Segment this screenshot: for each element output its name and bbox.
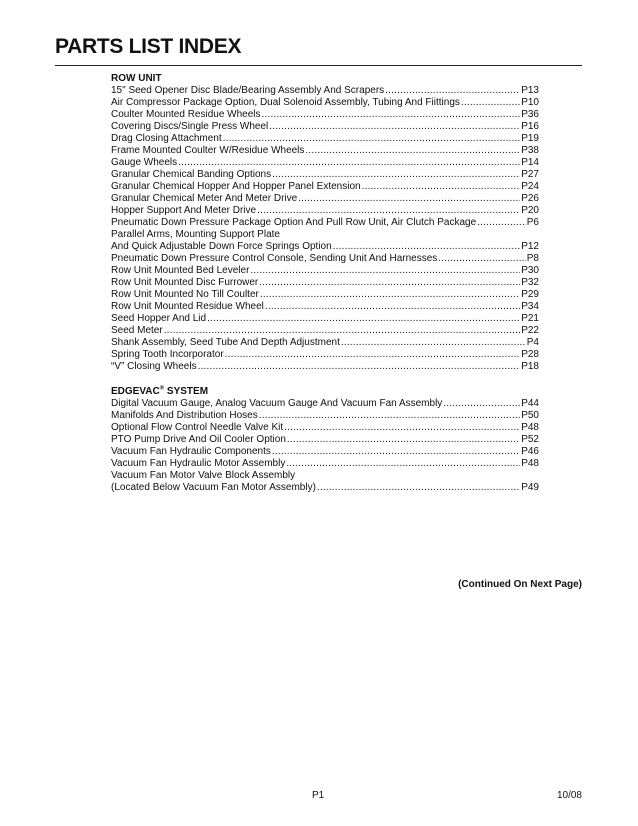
- dot-leader: [272, 446, 520, 458]
- index-entry: [111, 470, 539, 482]
- entry-page-ref: P38: [521, 145, 539, 156]
- dot-leader: [223, 133, 521, 145]
- entry-page-ref: P16: [521, 121, 539, 132]
- entry-page-ref: P29: [521, 289, 539, 300]
- index-entry: [111, 97, 539, 109]
- dot-leader: [260, 289, 520, 301]
- index-entry: [111, 325, 539, 337]
- index-entry: [111, 205, 539, 217]
- dot-leader: [257, 205, 520, 217]
- dot-leader: [317, 482, 520, 494]
- index-entry: [111, 169, 539, 181]
- index-entry: [111, 349, 539, 361]
- entry-title: Granular Chemical Meter And Meter Drive: [111, 193, 298, 204]
- dot-leader: [272, 169, 520, 181]
- entry-page-ref: P12: [521, 241, 539, 252]
- index-entry: [111, 410, 539, 422]
- index-entry: [111, 446, 539, 458]
- dot-leader: [287, 434, 520, 446]
- entry-page-ref: P21: [521, 313, 539, 324]
- entry-title: Shank Assembly, Seed Tube And Depth Adjustment: [111, 337, 340, 348]
- index-entry: [111, 253, 539, 265]
- entry-title: Spring Tooth Incorporator: [111, 349, 224, 360]
- index-entry: [111, 181, 539, 193]
- page-title: PARTS LIST INDEX: [55, 35, 242, 58]
- index-entry: [111, 301, 539, 313]
- index-entry: [111, 85, 539, 97]
- dot-leader: [265, 301, 520, 313]
- entry-page-ref: P46: [521, 446, 539, 457]
- dot-leader: [443, 398, 520, 410]
- entry-page-ref: P44: [521, 398, 539, 409]
- index-entry: [111, 121, 539, 133]
- entry-title: Coulter Mounted Residue Wheels: [111, 109, 261, 120]
- parts-index: [111, 73, 539, 494]
- index-entry: [111, 422, 539, 434]
- section-heading: [111, 73, 539, 85]
- entry-title: 15" Seed Opener Disc Blade/Bearing Assembly And Scrapers: [111, 85, 385, 96]
- page-date: 10/08: [556, 790, 582, 801]
- section-row-unit: [111, 73, 539, 373]
- entry-title: (Located Below Vacuum Fan Motor Assembly): [111, 482, 316, 493]
- entry-page-ref: P6: [526, 217, 539, 228]
- dot-leader: [250, 265, 520, 277]
- dot-leader: [305, 145, 520, 157]
- entry-title: Row Unit Mounted Bed Leveler: [111, 265, 250, 276]
- dot-leader: [341, 337, 526, 349]
- index-entry: [111, 277, 539, 289]
- entry-page-ref: P14: [521, 157, 539, 168]
- entry-list: [111, 398, 539, 494]
- section-edgevac-system: [111, 386, 539, 494]
- entry-page-ref: P48: [521, 458, 539, 469]
- index-entry: [111, 229, 539, 241]
- entry-page-ref: P28: [521, 349, 539, 360]
- index-entry: [111, 458, 539, 470]
- entry-title: Air Compressor Package Option, Dual Solenoid Assembly, Tubing And Fiittings: [111, 97, 460, 108]
- dot-leader: [286, 458, 520, 470]
- entry-title: Optional Flow Control Needle Valve Kit: [111, 422, 284, 433]
- index-entry: [111, 289, 539, 301]
- entry-title: Drag Closing Attachment: [111, 133, 222, 144]
- dot-leader: [178, 157, 520, 169]
- entry-title: Vacuum Fan Motor Valve Block Assembly: [111, 470, 296, 481]
- index-entry: [111, 313, 539, 325]
- entry-page-ref: P30: [521, 265, 539, 276]
- entry-page-ref: P34: [521, 301, 539, 312]
- index-entry: [111, 434, 539, 446]
- entry-page-ref: P48: [521, 422, 539, 433]
- index-entry: [111, 265, 539, 277]
- dot-leader: [477, 217, 526, 229]
- entry-title: Row Unit Mounted Residue Wheel: [111, 301, 264, 312]
- index-entry: [111, 145, 539, 157]
- dot-leader: [269, 121, 520, 133]
- entry-title: Seed Meter: [111, 325, 163, 336]
- entry-title: Covering Discs/Single Press Wheel: [111, 121, 269, 132]
- entry-title: Granular Chemical Banding Options: [111, 169, 272, 180]
- entry-title: Parallel Arms, Mounting Support Plate: [111, 229, 280, 240]
- entry-page-ref: P32: [521, 277, 539, 288]
- entry-page-ref: P26: [521, 193, 539, 204]
- entry-title: Seed Hopper And Lid: [111, 313, 207, 324]
- dot-leader: [207, 313, 520, 325]
- entry-page-ref: P27: [521, 169, 539, 180]
- entry-page-ref: P20: [521, 205, 539, 216]
- entry-title: PTO Pump Drive And Oil Cooler Option: [111, 434, 286, 445]
- index-entry: [111, 193, 539, 205]
- dot-leader: [262, 109, 521, 121]
- dot-leader: [284, 422, 520, 434]
- section-heading-text: EDGEVAC: [111, 386, 160, 397]
- entry-title: Vacuum Fan Hydraulic Components: [111, 446, 271, 457]
- section-heading: [111, 386, 539, 398]
- dot-leader: [225, 349, 521, 361]
- entry-page-ref: P50: [521, 410, 539, 421]
- dot-leader: [461, 97, 520, 109]
- dot-leader: [164, 325, 521, 337]
- entry-page-ref: P49: [521, 482, 539, 493]
- entry-title: “V” Closing Wheels: [111, 361, 197, 372]
- dot-leader: [385, 85, 520, 97]
- entry-title: Row Unit Mounted No Till Coulter: [111, 289, 259, 300]
- entry-page-ref: P22: [521, 325, 539, 336]
- index-entry: [111, 241, 539, 253]
- entry-title: Granular Chemical Hopper And Hopper Panel Extension: [111, 181, 361, 192]
- entry-title: Hopper Support And Meter Drive: [111, 205, 257, 216]
- entry-title: Pneumatic Down Pressure Package Option And Pull Row Unit, Air Clutch Package: [111, 217, 477, 228]
- section-heading-suffix: SYSTEM: [164, 386, 209, 397]
- dot-leader: [198, 361, 521, 373]
- entry-page-ref: P8: [526, 253, 539, 264]
- index-entry: [111, 398, 539, 410]
- entry-title: Digital Vacuum Gauge, Analog Vacuum Gauge And Vacuum Fan Assembly: [111, 398, 443, 409]
- dot-leader: [438, 253, 525, 265]
- index-entry: [111, 217, 539, 229]
- dot-leader: [259, 410, 520, 422]
- entry-page-ref: P18: [521, 361, 539, 372]
- entry-page-ref: P24: [521, 181, 539, 192]
- index-entry: [111, 133, 539, 145]
- entry-page-ref: P13: [521, 85, 539, 96]
- entry-page-ref: P4: [526, 337, 539, 348]
- dot-leader: [362, 181, 521, 193]
- entry-page-ref: P10: [521, 97, 539, 108]
- index-entry: [111, 337, 539, 349]
- page-number: P1: [312, 790, 325, 801]
- entry-title: Row Unit Mounted Disc Furrower: [111, 277, 259, 288]
- entry-page-ref: P19: [521, 133, 539, 144]
- index-entry: [111, 482, 539, 494]
- entry-page-ref: P52: [521, 434, 539, 445]
- entry-title: Manifolds And Distribution Hoses: [111, 410, 258, 421]
- entry-title: Frame Mounted Coulter W/Residue Wheels: [111, 145, 305, 156]
- title-divider: [55, 65, 582, 66]
- index-entry: [111, 157, 539, 169]
- section-heading-text: ROW UNIT: [111, 73, 162, 84]
- index-entry: [111, 109, 539, 121]
- dot-leader: [259, 277, 520, 289]
- entry-title: Pneumatic Down Pressure Control Console, Sending Unit And Harnesses: [111, 253, 438, 264]
- dot-leader: [298, 193, 520, 205]
- index-entry: [111, 361, 539, 373]
- dot-leader: [333, 241, 521, 253]
- entry-title: Vacuum Fan Hydraulic Motor Assembly: [111, 458, 286, 469]
- entry-title: And Quick Adjustable Down Force Springs Option: [111, 241, 332, 252]
- entry-title: Gauge Wheels: [111, 157, 178, 168]
- entry-page-ref: P36: [521, 109, 539, 120]
- continued-note: (Continued On Next Page): [458, 579, 582, 590]
- entry-list: [111, 85, 539, 373]
- registered-trademark: ®: [159, 385, 165, 392]
